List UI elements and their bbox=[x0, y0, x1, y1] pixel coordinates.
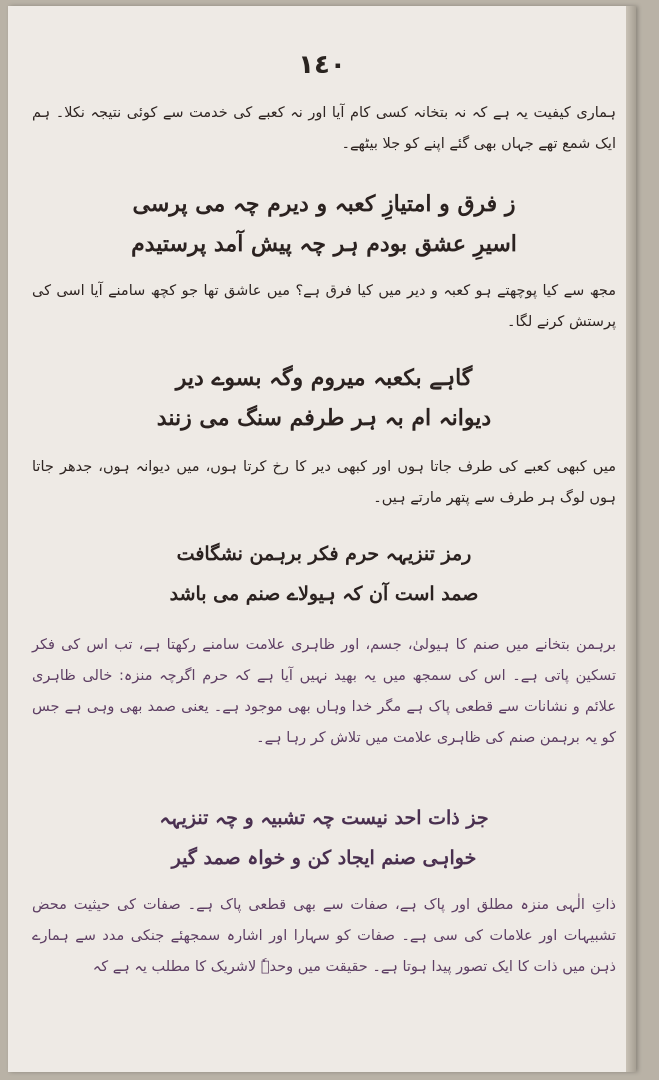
verse-1-line-1: ز فرق و امتیازِ کعبہ و دیرم چہ می پرسی bbox=[132, 191, 516, 217]
verse-4-line-2: خواہی صنم ایجاد کن و خواہ صمد گیر bbox=[171, 847, 477, 869]
verse-2 bbox=[32, 358, 616, 438]
verse-4-line-1: جز ذات احد نیست چہ تشبیہ و چہ تنزیہہ bbox=[159, 807, 489, 829]
paragraph-5: ذاتِ الٰہی منزہ مطلق اور پاک ہے، صفات سے بھی قطعی پاک ہے۔ صفات کی حیثیت محض تشبیہات اور علامات کی سی ہے۔ صفات کو سہارا اور اشارہ سمجھئے جنکی مدد سے ہمارے ذہن میں ذات کا ایک تصور پیدا ہوتا ہے۔ حقیقت میں وحدہٗ لاشریک کا مطلب یہ ہے کہ bbox=[32, 897, 616, 975]
paragraph-2: مجھ سے کیا پوچھتے ہو کعبہ و دیر میں کیا فرق ہے؟ میں عاشق تھا جو کچھ سامنے آیا اسی کی پرستش کرنے لگا۔ bbox=[32, 283, 616, 330]
verse-3-line-1: رمز تنزیہہ حرم فکر برہمن نشگافت bbox=[176, 543, 472, 565]
paragraph-4: برہمن بتخانے میں صنم کا ہیولیٰ، جسم، اور ظاہری علامت سامنے رکھتا ہے، تب اس کی فکر تسکین پاتی ہے۔ اس کی سمجھ میں یہ بھید نہیں آیا ہے کہ حرم اگرچہ منزہ: خالی ظاہری علائم و نشانات سے قطعی پاک ہے مگر خدا وہاں بھی موجود ہے۔ یعنی صمد بھی وہی ہے جس کو یہ برہمن صنم کی ظاہری علامت میں تلاش کر رہا ہے۔ bbox=[32, 637, 616, 746]
verse-1-line-2: اسیرِ عشق بودم ہر چہ پیش آمد پرستیدم bbox=[131, 231, 517, 257]
paragraph-3: میں کبھی کعبے کی طرف جاتا ہوں اور کبھی دیر کا رخ کرتا ہوں، میں دیوانہ ہوں، جدھر جاتا ہوں لوگ ہر طرف سے پتھر مارتے ہیں۔ bbox=[32, 459, 616, 506]
verse-3 bbox=[32, 534, 616, 614]
verse-4 bbox=[32, 798, 616, 878]
verse-2-line-1: گاہے بکعبہ میروم وگہ بسوے دیر bbox=[175, 365, 473, 391]
paragraph-1: ہماری کیفیت یہ ہے کہ نہ بتخانہ کسی کام آیا اور نہ کعبے کی خدمت سے کوئی نتیجہ نکلا۔ ہم ایک شمع تھے جہاں بھی گئے اپنے کو جلا بیٹھے۔ bbox=[32, 105, 616, 152]
book-page bbox=[8, 6, 636, 1072]
page-spine-shadow bbox=[626, 6, 636, 1072]
page-number: ١٤٠ bbox=[298, 50, 346, 80]
verse-3-line-2: صمد است آن کہ ہیولاے صنم می باشد bbox=[169, 583, 479, 605]
verse-2-line-2: دیوانہ ام بہ ہر طرفم سنگ می زنند bbox=[156, 405, 492, 431]
verse-1 bbox=[32, 184, 616, 264]
